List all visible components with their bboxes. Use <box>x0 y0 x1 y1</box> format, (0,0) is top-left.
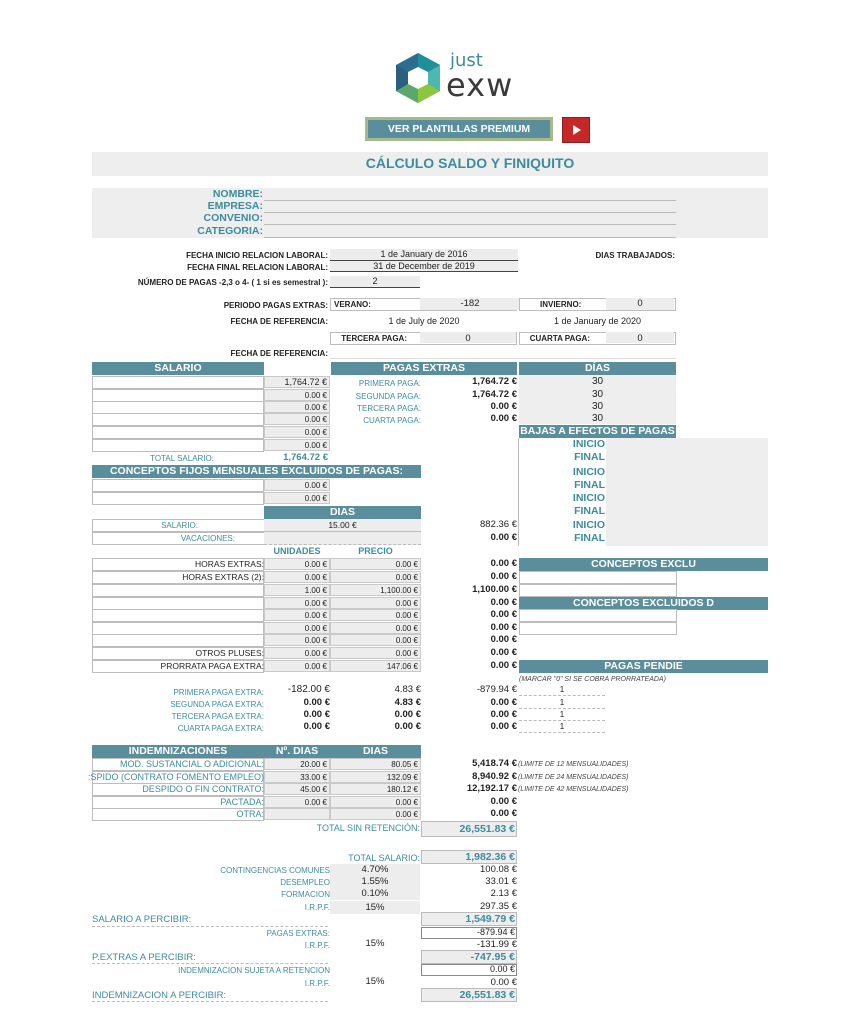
dias2-header: DIAS <box>264 506 421 519</box>
indem-row-label: DESPIDO O FIN CONTRATO: <box>142 784 264 794</box>
indem-row-total: 5,418.74 € <box>472 758 517 769</box>
conceptos-exclu-d-row[interactable] <box>519 609 677 622</box>
pend-row-d[interactable]: 1 <box>519 709 605 721</box>
vacaciones-input[interactable] <box>264 532 421 545</box>
bajas-border <box>518 438 519 546</box>
convenio-label: CONVENIO: <box>203 212 263 224</box>
var-row-precio[interactable]: 0.00 € <box>330 647 421 659</box>
indem-row-note: (LIMITE DE 12 MENSUALIDADES) <box>518 761 629 768</box>
var-row-label: HORAS EXTRAS: <box>195 559 264 569</box>
pend-row-label: SEGUNDA PAGA EXTRA: <box>170 700 264 709</box>
desempleo-value: 33.01 € <box>485 876 517 887</box>
var-row-label: OTROS PLUSES: <box>195 648 264 658</box>
verano-value: -182 <box>420 298 520 310</box>
contingencias-pct[interactable]: 4.70% <box>330 864 420 876</box>
indem-row-dias: 80.05 € <box>330 758 421 770</box>
irpf2-label: I.R.P.F. <box>304 941 330 950</box>
pend-row-b: 4.83 € <box>394 684 421 695</box>
pend-row-b: 0.00 € <box>394 709 421 720</box>
verano-label: VERANO: <box>334 300 371 309</box>
page-title: CÁLCULO SALDO Y FINIQUITO <box>365 155 575 171</box>
salario-header: SALARIO <box>92 362 264 375</box>
cuarta-paga-value: 0.00 € <box>490 413 517 424</box>
concepto-fijo-row[interactable] <box>92 479 264 492</box>
just-exw-logo <box>390 50 446 106</box>
var-row-unidades[interactable]: 0.00 € <box>264 609 330 621</box>
empresa-field[interactable] <box>264 212 676 213</box>
dias-value: 30 <box>591 401 604 412</box>
concepto-fijo-value[interactable]: 0.00 € <box>264 492 330 504</box>
desempleo-label: DESEMPLEO <box>280 878 330 887</box>
indem-percibir-label: INDEMNIZACION A PERCIBIR: <box>92 990 227 1001</box>
irpf2-value: -131.99 € <box>476 939 517 950</box>
salario-extra-value[interactable]: 0.00 € <box>264 401 330 413</box>
logo-text-bottom: exw <box>446 66 514 104</box>
indem-row-ndias[interactable]: 20.00 € <box>264 758 330 770</box>
pagas-extras-header: PAGAS EXTRAS <box>331 362 517 375</box>
bajas-final: FINAL <box>574 505 605 517</box>
indem-row-total: 0.00 € <box>490 808 517 819</box>
segunda-paga-value: 1,764.72 € <box>472 389 517 400</box>
bajas-inicio: INICIO <box>572 492 605 504</box>
tercera-paga-value: 0.00 € <box>490 401 517 412</box>
salario-label-box <box>92 376 264 389</box>
dias-value: 30 <box>591 413 604 424</box>
bajas-header: BAJAS A EFECTOS DE PAGAS <box>520 425 675 437</box>
salario-dias-value[interactable]: 15.00 € <box>264 519 421 531</box>
indem-percibir-line <box>92 1001 328 1002</box>
var-row-label: HORAS EXTRAS (2): <box>182 572 264 582</box>
var-row-precio[interactable]: 0.00 € <box>330 597 421 609</box>
fecha-ref-2: 1 de January de 2020 <box>553 316 642 326</box>
var-row-unidades[interactable]: 0.00 € <box>264 622 330 634</box>
salario-base-value[interactable]: 1,764.72 € <box>264 376 330 388</box>
var-row[interactable] <box>92 584 264 597</box>
var-row-total: 0.00 € <box>490 609 517 620</box>
pagas-extras-summary-label: PAGAS EXTRAS: <box>266 929 330 938</box>
bajas-bg <box>606 438 768 546</box>
var-row-total: 0.00 € <box>490 660 517 671</box>
var-row-label: PRORRATA PAGA EXTRA: <box>160 661 264 671</box>
dias-header: DÍAS <box>519 362 676 375</box>
conceptos-exclu-row[interactable] <box>519 584 677 597</box>
bajas-final: FINAL <box>574 532 605 544</box>
conceptos-exclu-d-row[interactable] <box>519 622 677 635</box>
tercera-label: TERCERA PAGA: <box>341 334 407 343</box>
var-row-precio[interactable]: 0.00 € <box>330 558 421 570</box>
pend-row-c: 0.00 € <box>490 697 517 708</box>
indem-row-note: (LIMITE DE 42 MENSUALIDADES) <box>518 786 629 793</box>
periodo-pagas-label: PERIODO PAGAS EXTRAS: <box>223 301 328 310</box>
var-row-unidades[interactable]: 0.00 € <box>264 558 330 570</box>
conceptos-fijos-header: CONCEPTOS FIJOS MENSUALES EXCLUIDOS DE PAGAS: <box>92 465 421 478</box>
var-row-precio[interactable]: 147.06 € <box>330 660 421 672</box>
total-salario-value: 1,764.72 € <box>283 452 328 463</box>
irpf3-label: I.R.P.F. <box>304 979 330 988</box>
fecha-inicio-value[interactable]: 1 de January de 2016 <box>330 249 518 261</box>
formacion-pct[interactable]: 0.10% <box>330 888 420 900</box>
concepto-fijo-value[interactable]: 0.00 € <box>264 479 330 491</box>
pend-row-label: CUARTA PAGA EXTRA: <box>177 724 264 733</box>
primera-paga-value: 1,764.72 € <box>472 376 517 387</box>
pend-row-label: PRIMERA PAGA EXTRA: <box>173 688 264 697</box>
var-row-unidades[interactable]: 0.00 € <box>264 597 330 609</box>
formacion-value: 2.13 € <box>490 888 517 899</box>
indem-row-dias[interactable]: 0.00 € <box>330 808 421 820</box>
conceptos-exclu-d-header: CONCEPTOS EXCLUIDOS D <box>519 597 768 610</box>
salario-extra-value[interactable]: 0.00 € <box>264 413 330 425</box>
pend-row-a: -182.00 € <box>287 684 330 695</box>
total-sin-retencion-label: TOTAL SIN RETENCIÓN: <box>316 823 420 833</box>
irpf-pct[interactable]: 15% <box>330 901 420 914</box>
indem-row-ndias[interactable]: 33.00 € <box>264 771 330 783</box>
nombre-label: NOMBRE: <box>212 188 263 200</box>
concepto-fijo-row[interactable] <box>92 492 264 505</box>
formacion-label: FORMACION <box>281 890 330 899</box>
contingencias-value: 100.08 € <box>480 864 517 875</box>
precio-header: PRECIO <box>358 546 393 556</box>
salario-extra-value[interactable]: 0.00 € <box>264 389 330 401</box>
total-sin-retencion-value: 26,551.83 € <box>459 823 515 835</box>
vacaciones-label: VACACIONES: <box>180 534 235 543</box>
vacaciones-total: 0.00 € <box>490 532 517 543</box>
bajas-inicio: INICIO <box>572 466 605 478</box>
fecha-ref-line <box>330 358 676 359</box>
var-row-total: 0.00 € <box>490 647 517 658</box>
var-row-unidades[interactable]: 0.00 € <box>264 647 330 659</box>
pend-row-d[interactable]: 1 <box>519 684 605 696</box>
pagas-extras-summary-value: -879.94 € <box>476 927 515 937</box>
pend-row-d[interactable]: 1 <box>519 721 605 733</box>
invierno-value: 0 <box>606 298 674 310</box>
pend-row-a: 0.00 € <box>303 709 330 720</box>
salario-dias-label: SALARIO: <box>161 521 198 530</box>
fecha-final-value[interactable]: 31 de December de 2019 <box>330 261 518 272</box>
fecha-ref-label: FECHA DE REFERENCIA: <box>230 317 328 326</box>
tercera-paga-label: TERCERA PAGA: <box>357 404 421 413</box>
tercera-value: 0 <box>420 332 516 343</box>
bajas-final: FINAL <box>574 451 605 463</box>
conceptos-exclu-row[interactable] <box>519 571 677 584</box>
indem-row-label: MOD. SUSTANCIAL O ADICIONAL: <box>119 759 264 769</box>
pend-row-c: 0.00 € <box>490 721 517 732</box>
fecha-ref-label-2: FECHA DE REFERENCIA: <box>230 349 328 358</box>
logo-text-top: just <box>450 50 483 71</box>
cuarta-label: CUARTA PAGA: <box>529 334 590 343</box>
fecha-ref-1: 1 de July de 2020 <box>388 316 460 326</box>
pend-row-b: 4.83 € <box>394 697 421 708</box>
indem-row-note: (LIMITE DE 24 MENSUALIDADES) <box>518 774 629 781</box>
indem-row-total: 8,940.92 € <box>472 771 517 782</box>
youtube-button[interactable] <box>562 117 590 143</box>
cuarta-value: 0 <box>606 332 674 343</box>
indem-row-dias: 132.09 € <box>330 771 421 783</box>
unidades-header: UNIDADES <box>273 546 321 556</box>
pend-row-label: TERCERA PAGA EXTRA: <box>171 712 264 721</box>
salario-extra-row[interactable] <box>92 426 264 439</box>
indem-percibir-value: 26,551.83 € <box>459 989 515 1001</box>
salario-dias-total: 882.36 € <box>480 519 517 530</box>
invierno-label: INVIERNO: <box>540 300 582 309</box>
premium-templates-button[interactable]: VER PLANTILLAS PREMIUM <box>365 117 553 141</box>
empresa-label: EMPRESA: <box>207 200 263 212</box>
salario-extra-value[interactable]: 0.00 € <box>264 439 330 451</box>
var-row-precio[interactable]: 0.00 € <box>330 609 421 621</box>
pend-row-a: 0.00 € <box>303 721 330 732</box>
pend-row-d[interactable]: 1 <box>519 697 605 709</box>
contingencias-label: CONTINGENCIAS COMUNES <box>220 866 330 875</box>
ndias-header: Nº. DIAS <box>264 745 330 758</box>
cuarta-paga-label: CUARTA PAGA: <box>363 416 421 425</box>
pend-row-a: 0.00 € <box>303 697 330 708</box>
indem-row-label: OTRA: <box>236 809 264 819</box>
irpf2-pct: 15% <box>365 938 385 949</box>
segunda-paga-label: SEGUNDA PAGA: <box>355 392 421 401</box>
pextras-percibir-label: P.EXTRAS A PERCIBIR: <box>92 952 196 963</box>
var-row-unidades[interactable]: 0.00 € <box>264 660 330 672</box>
pend-row-b: 0.00 € <box>394 721 421 732</box>
salario-percibir-line <box>92 926 328 927</box>
indem-sujeta-value: 0.00 € <box>489 964 515 974</box>
indem-row-label: SPIDO (CONTRATO FOMENTO EMPLEO): <box>87 772 264 782</box>
var-row-precio[interactable]: 1,100.00 € <box>330 584 421 596</box>
bajas-final: FINAL <box>574 479 605 491</box>
salario-percibir-value: 1,549.79 € <box>465 913 515 925</box>
bajas-inicio: INICIO <box>572 519 605 531</box>
indem-row-total: 0.00 € <box>490 796 517 807</box>
desempleo-pct[interactable]: 1.55% <box>330 876 420 888</box>
irpf3-pct: 15% <box>365 976 385 987</box>
var-row-total: 1,100.00 € <box>472 584 517 595</box>
var-row-unidades[interactable]: 0.00 € <box>264 634 330 646</box>
salario-extra-row[interactable] <box>92 413 264 426</box>
var-row-total: 0.00 € <box>490 622 517 633</box>
dias-value: 30 <box>591 376 604 387</box>
primera-paga-label: PRIMERA PAGA: <box>358 379 421 388</box>
nombre-field[interactable] <box>264 200 676 201</box>
var-row-total: 0.00 € <box>490 634 517 645</box>
var-row-precio[interactable]: 0.00 € <box>330 634 421 646</box>
var-row[interactable] <box>92 609 264 622</box>
convenio-field[interactable] <box>264 224 676 225</box>
var-row-total: 0.00 € <box>490 571 517 582</box>
var-row[interactable] <box>92 634 264 647</box>
bajas-inicio: INICIO <box>572 438 605 450</box>
var-row-unidades[interactable]: 1.00 € <box>264 584 330 596</box>
categoria-field[interactable] <box>264 237 676 238</box>
conceptos-exclu-header: CONCEPTOS EXCLU <box>519 558 768 571</box>
fecha-inicio-label: FECHA INICIO RELACION LABORAL: <box>186 251 328 260</box>
irpf3-value: 0.00 € <box>490 977 517 988</box>
numero-pagas-value[interactable]: 2 <box>330 276 420 288</box>
indem-sujeta-label: INDEMNIZACION SUJETA A RETENCION <box>178 966 330 975</box>
var-row-unidades[interactable]: 0.00 € <box>264 571 330 583</box>
indem-row-ndias[interactable] <box>264 808 330 820</box>
pend-row-c: -879.94 € <box>476 684 517 695</box>
var-row-precio[interactable]: 0.00 € <box>330 622 421 634</box>
irpf-value: 297.35 € <box>480 901 517 912</box>
pextras-percibir-value: -747.95 € <box>470 951 515 963</box>
indem-row-dias: 180.12 € <box>330 783 421 795</box>
indem-row-ndias[interactable]: 0.00 € <box>264 796 330 808</box>
indem-row-ndias[interactable]: 45.00 € <box>264 783 330 795</box>
indem-dias-header: DIAS <box>330 745 421 758</box>
var-row-total: 0.00 € <box>490 597 517 608</box>
dias-value: 30 <box>591 389 604 400</box>
salario-extra-row[interactable] <box>92 439 264 452</box>
pend-row-c: 0.00 € <box>490 709 517 720</box>
fecha-final-label: FECHA FINAL RELACION LABORAL: <box>187 263 328 272</box>
salario-percibir-label: SALARIO A PERCIBIR: <box>92 914 192 925</box>
var-row-total: 0.00 € <box>490 558 517 569</box>
irpf-label: I.R.P.F. <box>304 903 330 912</box>
total-salario-summary-label: TOTAL SALARIO: <box>348 853 420 863</box>
dias-trabajados-label: DIAS TRABAJADOS: <box>595 251 675 260</box>
var-row-precio[interactable]: 0.00 € <box>330 571 421 583</box>
total-salario-label: TOTAL SALARIO: <box>150 454 214 463</box>
pagas-pendientes-header: PAGAS PENDIE <box>519 660 768 673</box>
total-salario-summary-value: 1,982.36 € <box>465 851 515 863</box>
salario-extra-value[interactable]: 0.00 € <box>264 426 330 438</box>
play-icon <box>563 118 589 142</box>
categoria-label: CATEGORIA: <box>197 225 263 237</box>
marcar-note: (MARCAR "0" SI SE COBRA PRORRATEADA) <box>519 676 666 683</box>
pextras-percibir-line <box>92 963 328 964</box>
indem-row-label: PACTADA: <box>220 797 264 807</box>
numero-pagas-label: NÚMERO DE PAGAS -2,3 o 4- ( 1 si es semestral ): <box>137 278 328 287</box>
indem-row-dias[interactable]: 0.00 € <box>330 796 421 808</box>
indem-row-total: 12,192.17 € <box>466 783 517 794</box>
indemnizaciones-header: INDEMNIZACIONES <box>92 745 264 758</box>
